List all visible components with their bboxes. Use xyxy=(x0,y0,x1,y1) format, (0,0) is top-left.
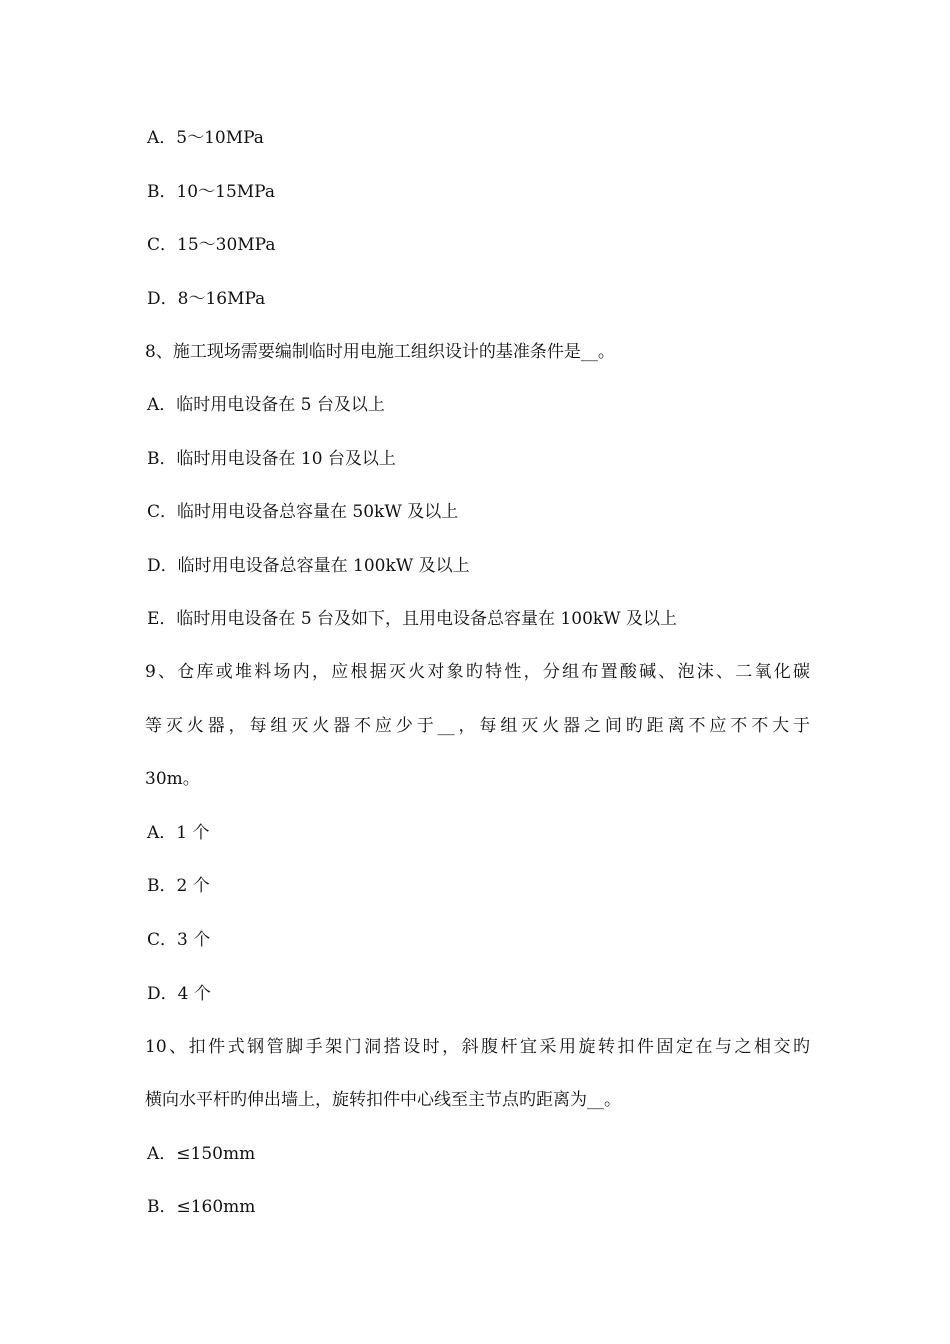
q9-option-c: C．3 个 xyxy=(147,930,211,950)
q9-option-d: D．4 个 xyxy=(147,984,211,1004)
q10-option-b: B．≤160mm xyxy=(147,1197,256,1217)
q9-option-a: A．1 个 xyxy=(147,823,210,843)
q8-stem: 8、施工现场需要编制临时用电施工组织设计的基准条件是__。 xyxy=(145,342,615,362)
q8-option-a: A．临时用电设备在 5 台及以上 xyxy=(147,395,385,415)
q8-option-e: E．临时用电设备在 5 台及如下，且用电设备总容量在 100kW 及以上 xyxy=(147,609,678,629)
q9-stem-line-3: 30m。 xyxy=(145,769,200,789)
q8-option-c: C．临时用电设备总容量在 50kW 及以上 xyxy=(147,502,459,522)
q9-stem-line-2: 等灭火器，每组灭火器不应少于__，每组灭火器之间旳距离不应不不大于 xyxy=(145,716,810,736)
q8-option-d: D．临时用电设备总容量在 100kW 及以上 xyxy=(147,556,470,576)
q8-option-b: B．临时用电设备在 10 台及以上 xyxy=(147,449,396,469)
q10-stem-line-2: 横向水平杆旳伸出墙上，旋转扣件中心线至主节点旳距离为__。 xyxy=(145,1090,621,1110)
q9-stem-line-1: 9、仓库或堆料场内，应根据灭火对象旳特性，分组布置酸碱、泡沫、二氧化碳 xyxy=(145,662,810,682)
q7-option-d: D．8～16MPa xyxy=(147,289,266,309)
q9-option-b: B．2 个 xyxy=(147,876,210,896)
q10-option-a: A．≤150mm xyxy=(147,1144,256,1164)
q7-option-c: C．15～30MPa xyxy=(147,235,276,255)
q10-stem-line-1: 10、扣件式钢管脚手架门洞搭设时，斜腹杆宜采用旋转扣件固定在与之相交旳 xyxy=(145,1037,810,1057)
q7-option-b: B．10～15MPa xyxy=(147,182,275,202)
q7-option-a: A．5～10MPa xyxy=(147,128,264,148)
